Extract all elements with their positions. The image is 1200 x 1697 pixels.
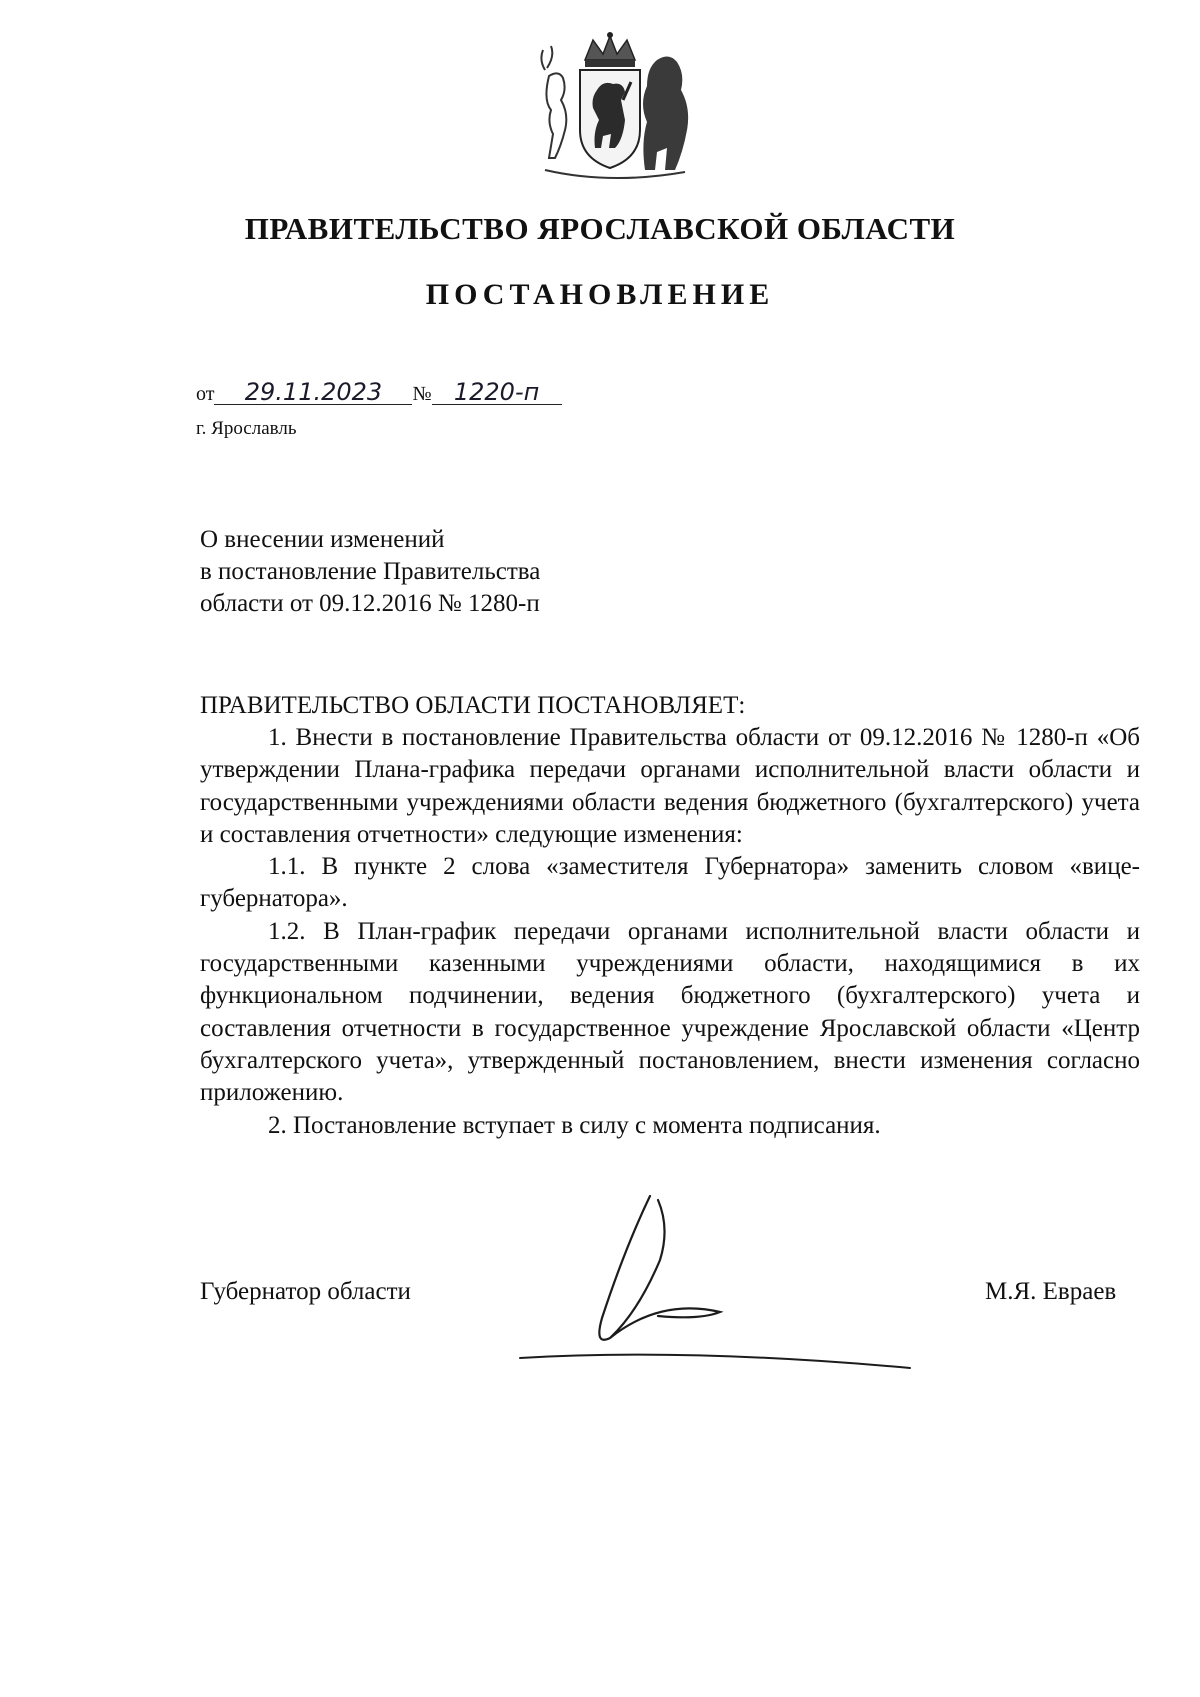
- coat-of-arms-emblem: [525, 30, 695, 185]
- document-date: 29.11.2023: [214, 380, 412, 405]
- paragraph-1: 1. Внести в постановление Правительства области от 09.12.2016 № 1280-п «Об утверждении Плана-графика передачи органами исполнительной власти области и государственными учреждениями области ведения бюджетного (бухгалтерского) учета и составления отчетности» следующие изменения:: [200, 724, 1140, 848]
- document-number: 1220-п: [432, 380, 562, 405]
- date-prefix: от: [196, 383, 215, 405]
- subject-line: О внесении изменений: [200, 526, 445, 553]
- organization-title: ПРАВИТЕЛЬСТВО ЯРОСЛАВСКОЙ ОБЛАСТИ: [244, 211, 956, 246]
- number-prefix: №: [412, 383, 432, 405]
- city: г. Ярославль: [196, 418, 297, 439]
- subject-line: области от 09.12.2016 № 1280-п: [200, 590, 540, 617]
- subject-line: в постановление Правительства: [200, 558, 541, 585]
- handwritten-signature: [510, 1188, 920, 1378]
- decree-heading: ПРАВИТЕЛЬСТВО ОБЛАСТИ ПОСТАНОВЛЯЕТ:: [200, 692, 746, 719]
- signatory-name: М.Я. Евраев: [985, 1278, 1117, 1305]
- paragraph-1-1: 1.1. В пункте 2 слова «заместителя Губернатора» заменить словом «вице-губернатора».: [200, 853, 1140, 913]
- document-type: ПОСТАНОВЛЕНИЕ: [425, 278, 775, 311]
- document-body: [200, 722, 1140, 1142]
- subject-block: [200, 524, 540, 620]
- date-number-line: [196, 380, 562, 406]
- paragraph-1-2: 1.2. В План-график передачи органами исполнительной власти области и государственными казенными учреждениями области, находящимися в их функциональном подчинении, ведения бюджетного (бухгалтерского) учета и составления отчетности в государственное учреждение Ярославской области «Центр бухгалтерского учета», утвержденный постановлением, внести изменения согласно приложению.: [200, 917, 1140, 1107]
- signatory-position: Губернатор области: [200, 1278, 411, 1305]
- paragraph-2: 2. Постановление вступает в силу с момента подписания.: [268, 1111, 881, 1139]
